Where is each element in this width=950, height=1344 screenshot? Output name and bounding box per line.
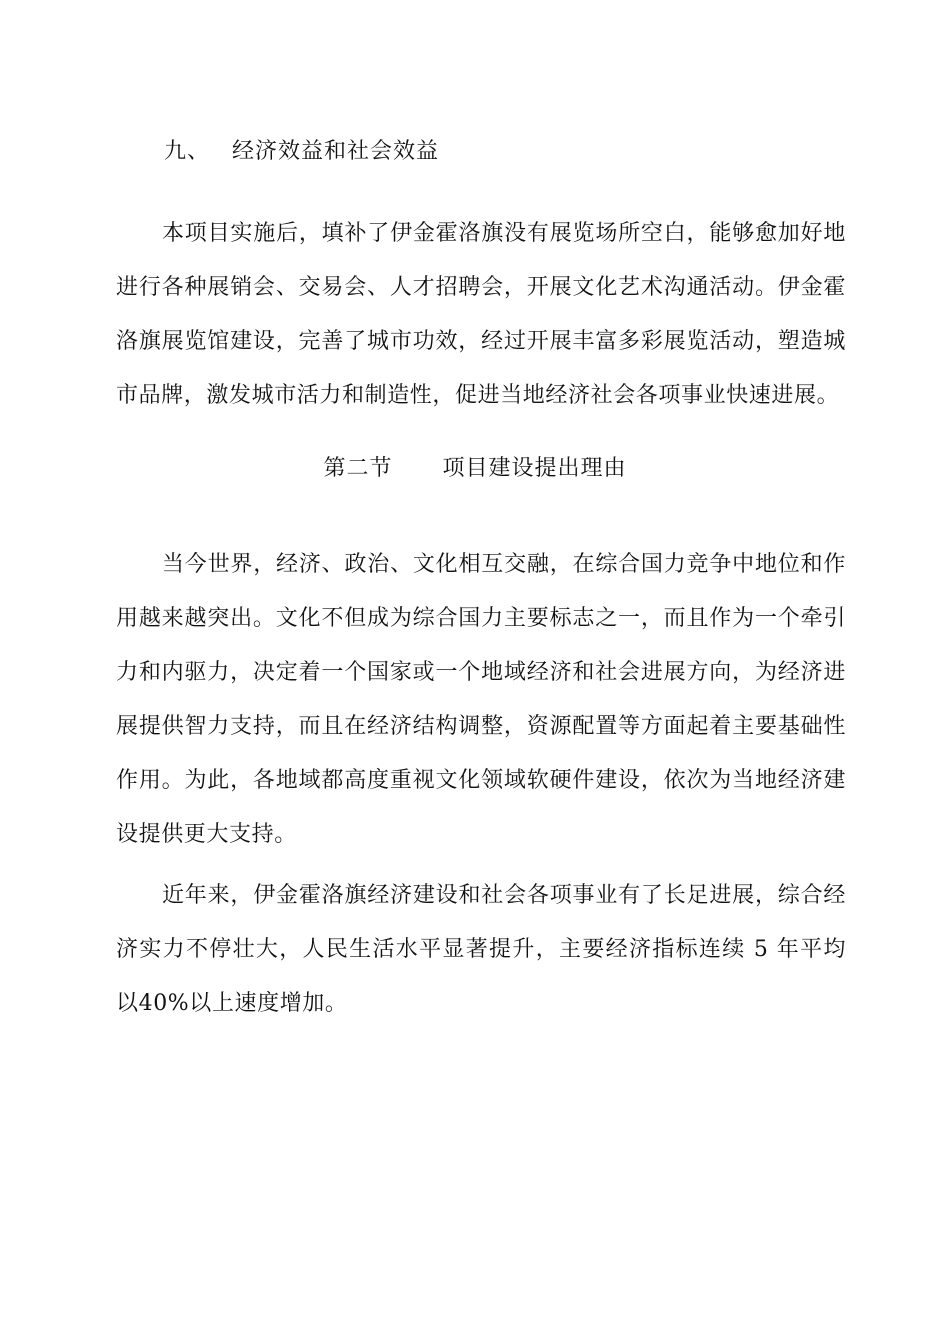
paragraph-reason-1: 当今世界，经济、政治、文化相互交融，在综合国力竞争中地位和作用越来越突出。文化不但成为综合国力主要标志之一，而且作为一个牵引力和内驱力，决定着一个国家或一个地域经济和社会进展方向，为经济进展提供智力支持，而且在经济结构调整，资源配置等方面起着主要基础性作用。为此，各地域都高度重视文化领域软硬件建设，依次为当地经济建设提供更大支持。: [116, 552, 846, 847]
section-number: 九、: [164, 139, 211, 164]
paragraph-benefits: 本项目实施后，填补了伊金霍洛旗没有展览场所空白，能够愈加好地进行各种展销会、交易会、人才招聘会，开展文化艺术沟通活动。伊金霍洛旗展览馆建设，完善了城市功效，经过开展丰富多彩展览活动，塑造城市品牌，激发城市活力和制造性，促进当地经济社会各项事业快速进展。: [116, 221, 846, 408]
section-heading: [164, 137, 439, 167]
subsection-title: 项目建设提出理由: [442, 456, 627, 481]
subsection-number: 第二节: [323, 456, 393, 481]
section-title: 经济效益和社会效益: [232, 139, 440, 164]
paragraph-reason-2: 近年来，伊金霍洛旗经济建设和社会各项事业有了长足进展，综合经济实力不停壮大，人民生活水平显著提升，主要经济指标连续 5 年平均以40%以上速度增加。: [116, 883, 846, 1016]
subsection-heading: [0, 454, 950, 484]
